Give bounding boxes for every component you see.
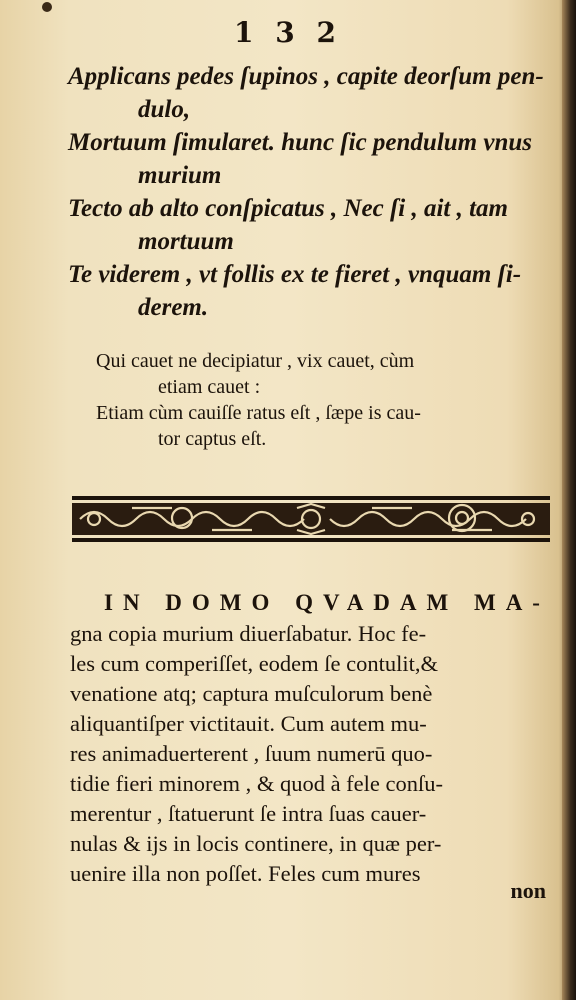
- decorative-border-ornament: [72, 494, 550, 544]
- page-number: 1 3 2: [234, 16, 342, 49]
- moral-line: etiam cauet :: [158, 376, 261, 398]
- verse-line: murium: [138, 162, 222, 189]
- verse-block: [68, 60, 558, 324]
- moral-block: [96, 348, 536, 452]
- verse-line: Te viderem , vt follis ex te fieret , vnquam ſi-: [68, 261, 522, 288]
- prose-line: venatione atq; captura muſculorum benè: [70, 681, 433, 706]
- verse-line: mortuum: [138, 228, 234, 255]
- prose-line: tidie fieri minorem , & quod à fele conſu-: [70, 771, 444, 796]
- ink-blot: [42, 2, 52, 12]
- moral-line: Etiam cùm cauiſſe ratus eſt , ſæpe is cau-: [96, 402, 421, 424]
- verse-line: Tecto ab alto conſpicatus , Nec ſi , ait , tam: [68, 195, 509, 222]
- verse-line: dulo,: [138, 96, 191, 123]
- verse-line: Applicans pedes ſupinos , capite deorſum pen-: [68, 63, 544, 90]
- prose-line: gna copia murium diuerſabatur. Hoc fe-: [70, 621, 427, 646]
- moral-line: tor captus eſt.: [158, 428, 267, 450]
- prose-line: les cum comperiſſet, eodem ſe contulit,&: [70, 651, 439, 676]
- opening-capitals: IN DOMO QVADAM MA-: [104, 590, 550, 615]
- prose-line: res animaduerterent , ſuum numerū quo-: [70, 741, 433, 766]
- moral-line: Qui cauet ne decipiatur , vix cauet, cùm: [96, 350, 415, 372]
- prose-line: merentur , ſtatuerunt ſe intra ſuas cauer-: [70, 801, 427, 826]
- verse-line: derem.: [138, 294, 209, 321]
- verse-line: Mortuum ſimularet. hunc ſic pendulum vnus: [68, 129, 533, 156]
- catchword: non: [510, 878, 546, 903]
- prose-line: nulas & ijs in locis continere, in quæ per-: [70, 831, 442, 856]
- prose-line: uenire illa non poſſet. Feles cum mures: [70, 861, 421, 886]
- prose-line: aliquantiſper victitauit. Cum autem mu-: [70, 711, 427, 736]
- prose-block: [70, 619, 552, 889]
- book-spine: [562, 0, 576, 1000]
